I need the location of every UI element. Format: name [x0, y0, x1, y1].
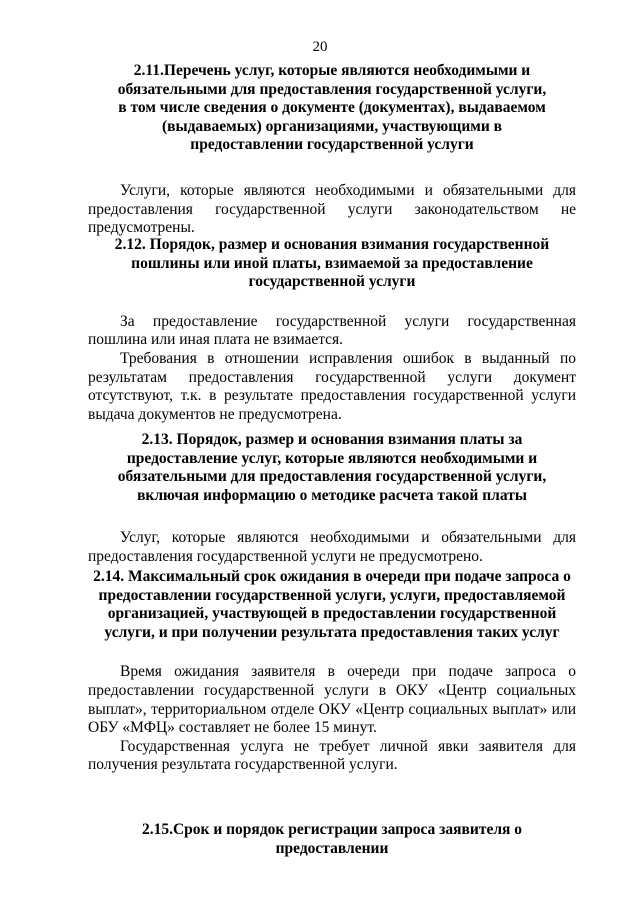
paragraph: Требования в отношении исправления ошибок в выданный по результатам предоставления государственной услуги документ отсутствуют, т.к. в результате предоставления государственной услуги выдача документов не предусмотрена. — [88, 349, 576, 423]
section-2-12 — [88, 236, 576, 424]
paragraph: Услуги, которые являются необходимыми и обязательными для предоставления государственной услуги законодательством не предусмотрены. — [88, 181, 576, 237]
paragraph: За предоставление государственной услуги государственная пошлина или иная плата не взимается. — [88, 312, 576, 349]
paragraph: Время ожидания заявителя в очереди при подаче запроса о предоставлении государственной услуги в ОКУ «Центр социальных выплат», территориальном отделе ОКУ «Центр социальных выплат» или ОБУ «МФЦ» составляет не более 15 минут. — [88, 663, 576, 737]
page-number: 20 — [312, 39, 328, 55]
section-2-15 — [88, 821, 576, 858]
section-heading: 2.12. Порядок, размер и основания взимания государственной пошлины или иной платы, взимаемой за предоставление государственной услуги — [114, 236, 550, 291]
section-heading: 2.11.Перечень услуг, которые являются необходимыми и обязательными для предоставления государственной услуги, в том числе сведения о документе (документах), выдаваемом (выдаваемых) организациями, участвующими в предоставлении государственной услуги — [117, 62, 547, 154]
section-heading: 2.13. Порядок, размер и основания взимания платы за предоставление услуг, которые являются необходимыми и обязательными для предоставления государственной услуги, включая информацию о методике расчета такой платы — [117, 431, 547, 504]
section-heading: 2.15.Срок и порядок регистрации запроса заявителя о предоставлении — [141, 821, 523, 857]
section-2-14 — [88, 568, 576, 775]
section-heading: 2.14. Максимальный срок ожидания в очереди при подаче запроса о предоставлении государственной услуги, услуги, предоставляемой организацией, участвующей в предоставлении государственной услуги, и при получении результата предоставления таких услуг — [93, 568, 571, 641]
section-2-11 — [88, 62, 576, 238]
section-2-13 — [88, 431, 576, 567]
paragraph: Государственная услуга не требует личной явки заявителя для получения результата государственной услуги. — [88, 737, 576, 774]
paragraph: Услуг, которые являются необходимыми и обязательными для предоставления государственной услуги не предусмотрено. — [88, 529, 576, 565]
